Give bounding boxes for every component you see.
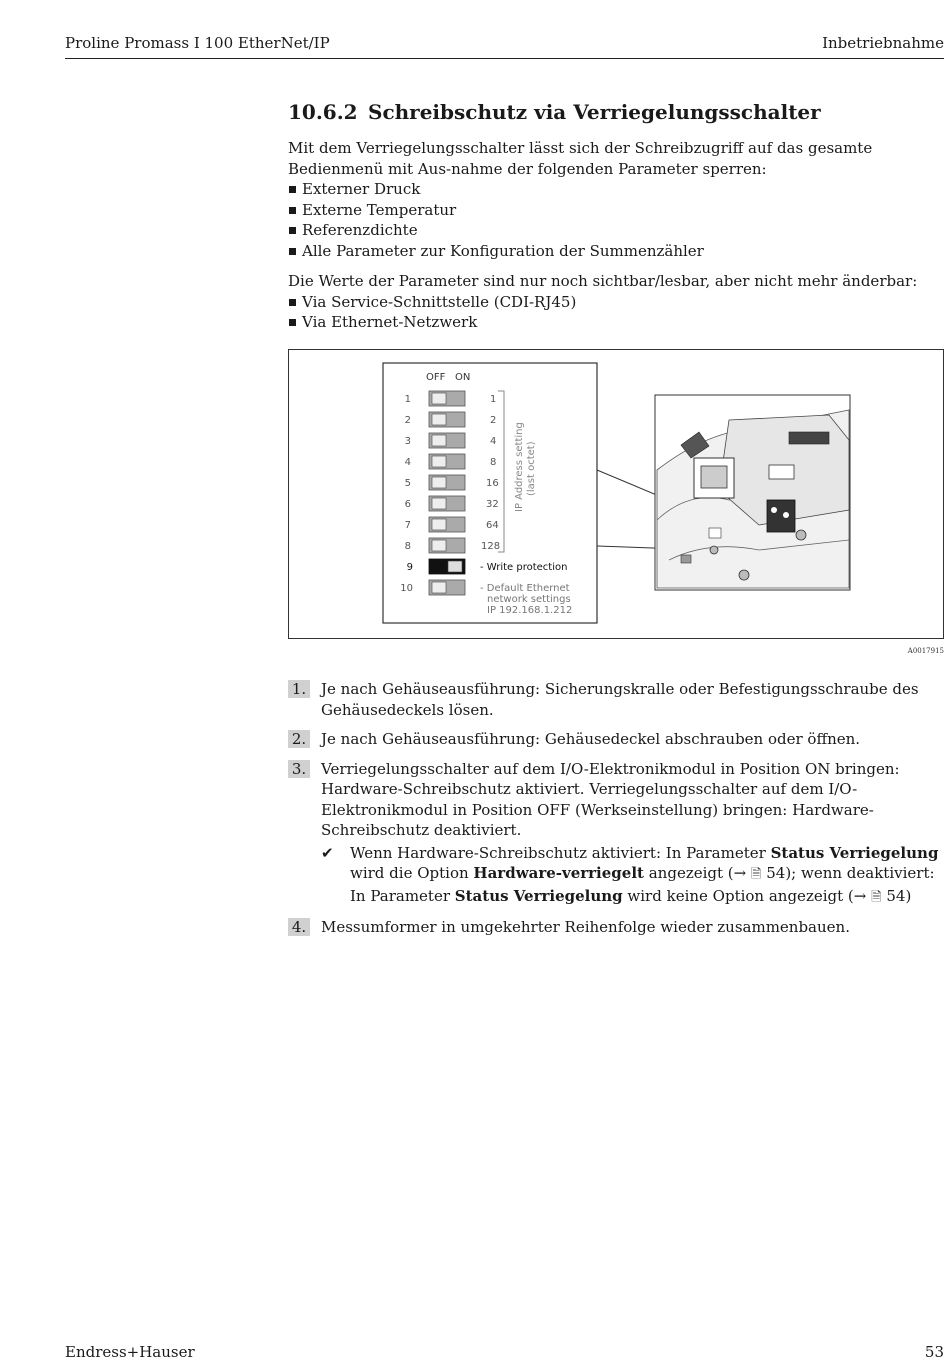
on-label: ON (455, 371, 471, 383)
switch-knob (432, 477, 446, 488)
address-value: 32 (486, 498, 499, 510)
intro-paragraph: Mit dem Verriegelungsschalter lässt sich der Schreibzugriff auf das gesamte Bedienmenü mit Aus-nahme der folgenden Parameter sperren: (288, 139, 873, 178)
step-number: 1. (288, 680, 310, 698)
section-number: 10.6.2 (288, 100, 358, 124)
step-text: Verriegelungsschalter auf dem I/O-Elektronikmodul in Position ON bringen: Hardware-Schreibschutz aktiviert. Verriegelungsschalter auf dem I/O-Elektronikmodul in Position OFF (Werkseinstellung) bringen: Hardware-Schreibschutz deaktiviert. (321, 759, 900, 839)
readonly-paragraph: Die Werte der Parameter sind nur noch sichtbar/lesbar, aber nicht mehr änderbar: (288, 272, 918, 290)
switch-number: 8 (404, 540, 411, 552)
step-item (288, 679, 944, 720)
header-product: Proline Promass I 100 EtherNet/IP (65, 34, 330, 52)
ip-setting-sublabel: (last octet) (526, 440, 537, 496)
parameter-name: Status Verriegelung (770, 843, 939, 862)
list-item: Externe Temperatur (288, 200, 944, 221)
access-list (288, 292, 944, 333)
address-value: 8 (490, 456, 497, 468)
switch-number: 6 (404, 498, 411, 510)
switch-knob (432, 456, 446, 467)
parameter-name: Status Verriegelung (454, 886, 623, 905)
step-number: 3. (288, 760, 310, 778)
result-text: wird die Option (350, 864, 474, 882)
step-item (288, 729, 944, 750)
page-reference: 54 (886, 886, 906, 905)
default-network-label: network settings (487, 593, 571, 605)
step-text: Messumformer in umgekehrter Reihenfolge wieder zusammenbauen. (321, 918, 850, 936)
step-text: Je nach Gehäuseausführung: Sicherungskralle oder Befestigungsschraube des Gehäusedeckels lösen. (321, 680, 919, 719)
ip-setting-label: IP Address setting (514, 421, 525, 512)
list-item: Via Ethernet-Netzwerk (288, 312, 944, 333)
switch-number: 1 (404, 393, 411, 405)
footer-brand: Endress+Hauser (65, 1343, 195, 1361)
address-value: 1 (490, 393, 497, 405)
switch-number: 2 (404, 414, 411, 426)
dip-switch-figure (288, 349, 944, 639)
default-network-label: - Default Ethernet (480, 582, 570, 594)
switch-number: 10 (400, 582, 413, 594)
dip-switch-block (789, 432, 829, 444)
default-ip-label: IP 192.168.1.212 (487, 604, 573, 616)
address-value: 4 (490, 435, 497, 447)
page-number: 53 (924, 1343, 944, 1361)
list-item: Via Service-Schnittstelle (CDI-RJ45) (288, 292, 944, 313)
switch-knob (432, 393, 446, 404)
list-item: Externer Druck (288, 179, 944, 200)
step-result (321, 843, 944, 909)
switch-knob (432, 582, 446, 593)
page-reference: 54 (766, 864, 786, 882)
address-value: 16 (486, 477, 499, 489)
result-text: ); wenn deaktiviert: In Parameter (350, 864, 935, 905)
procedure-steps (288, 679, 944, 938)
step-item (288, 759, 944, 909)
switch-knob (432, 498, 446, 509)
step-number: 2. (288, 730, 310, 748)
result-text: angezeigt (→ (643, 864, 751, 882)
step-text: Je nach Gehäuseausführung: Gehäusedeckel abschrauben oder öffnen. (321, 730, 861, 748)
result-text: Wenn Hardware-Schreibschutz aktiviert: In Parameter (350, 843, 771, 862)
header-chapter: Inbetriebnahme (822, 34, 944, 52)
terminal-block (767, 500, 795, 532)
switch-number: 7 (404, 519, 411, 531)
address-value: 128 (481, 540, 501, 552)
switch-row-9-write-protection (407, 559, 568, 574)
page-header (65, 34, 944, 59)
switch-knob (432, 414, 446, 425)
switch-knob (432, 540, 446, 551)
list-item: Alle Parameter zur Konfiguration der Summenzähler (288, 241, 944, 262)
electronics-module-illustration (655, 395, 850, 590)
address-value: 64 (486, 519, 499, 531)
page-icon: 🗎 (750, 867, 762, 882)
list-item: Referenzdichte (288, 220, 944, 241)
switch-number: 4 (404, 456, 411, 468)
step-number: 4. (288, 918, 310, 936)
main-content (288, 98, 944, 947)
switch-knob (432, 435, 446, 446)
off-label: OFF (426, 371, 446, 383)
section-title: Schreibschutz via Verriegelungsschalter (368, 100, 821, 124)
parameter-list (288, 179, 944, 261)
switch-knob (448, 561, 462, 572)
section-heading (288, 98, 944, 126)
switch-knob (432, 519, 446, 530)
write-protection-label: - Write protection (480, 561, 568, 573)
option-name: Hardware-verriegelt (473, 864, 644, 882)
switch-number: 3 (404, 435, 411, 447)
switch-number: 5 (404, 477, 411, 489)
dip-switch-illustration (289, 350, 943, 638)
step-item (288, 917, 944, 938)
switch-number: 9 (406, 561, 413, 573)
result-text: ) (905, 886, 912, 905)
address-value: 2 (490, 414, 497, 426)
page-icon: 🗎 (871, 889, 882, 905)
checkmark-icon: ✔ (321, 843, 334, 862)
result-text: wird keine Option angezeigt (→ (622, 886, 872, 905)
figure-id: A0017915 (907, 646, 944, 655)
